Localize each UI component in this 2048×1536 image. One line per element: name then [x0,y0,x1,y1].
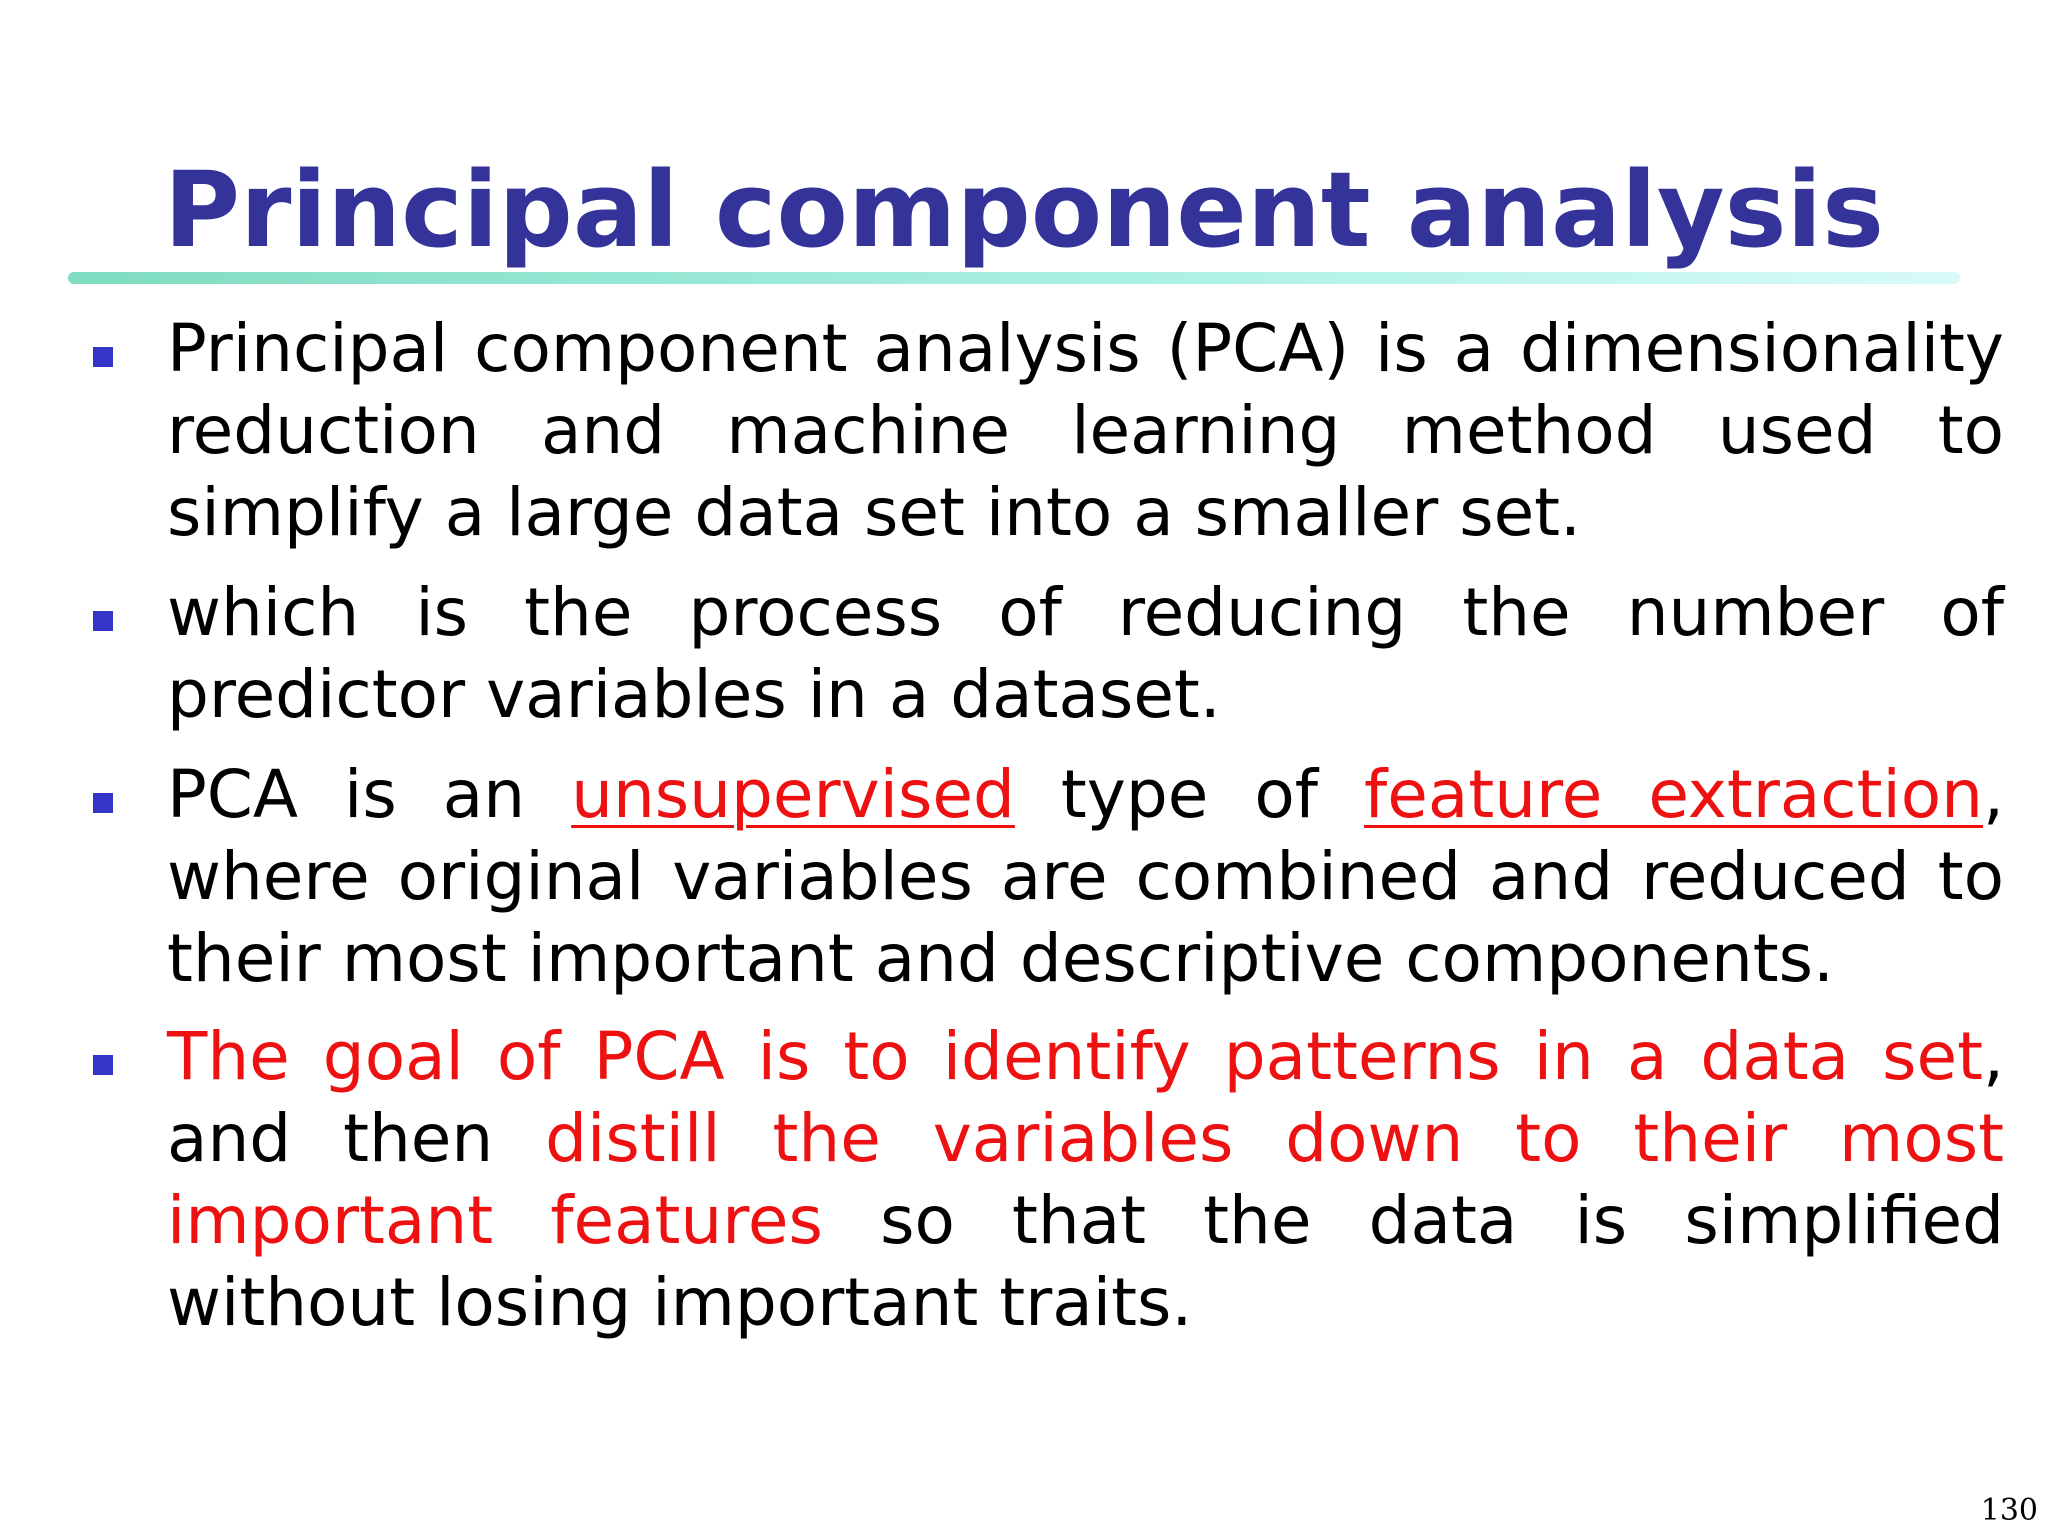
bullet-text: Principal component analysis (PCA) is a dimensionality reduction and machine learning method used to simplify a large data set into a smaller set. [167,310,2004,551]
page-number: 130 [1980,1493,2038,1528]
feature-extraction-link[interactable]: feature extraction [1364,756,1984,833]
bullet-text: , and then [167,1018,2004,1177]
bullet-item-pca-goal [167,1016,2004,1344]
bullet-item-reduction-process [167,572,2004,736]
highlighted-text: The goal of PCA is to identify patterns in a data set [167,1018,1984,1095]
bullet-text: so that the data is simplified without losing important traits. [167,1182,2005,1341]
bullet-item-feature-extraction [167,754,2004,1000]
bullet-text: which is the process of reducing the number of predictor variables in a dataset. [167,574,2004,733]
bullet-text: type of [1014,756,1365,833]
bullet-text: , where original variables are combined and reduced to their most important and descriptive components. [167,756,2004,997]
square-bullet-icon [93,1055,113,1075]
bullet-list [0,308,2048,1362]
title-divider [68,272,1960,284]
bullet-text: PCA is an [167,756,572,833]
square-bullet-icon [93,347,113,367]
bullet-item-pca-definition [167,308,2004,554]
unsupervised-link[interactable]: unsupervised [571,756,1015,833]
square-bullet-icon [93,793,113,813]
slide-title: Principal component analysis [163,148,1885,271]
highlighted-text: distill the variables down to their most important features [167,1100,2004,1259]
square-bullet-icon [93,611,113,631]
